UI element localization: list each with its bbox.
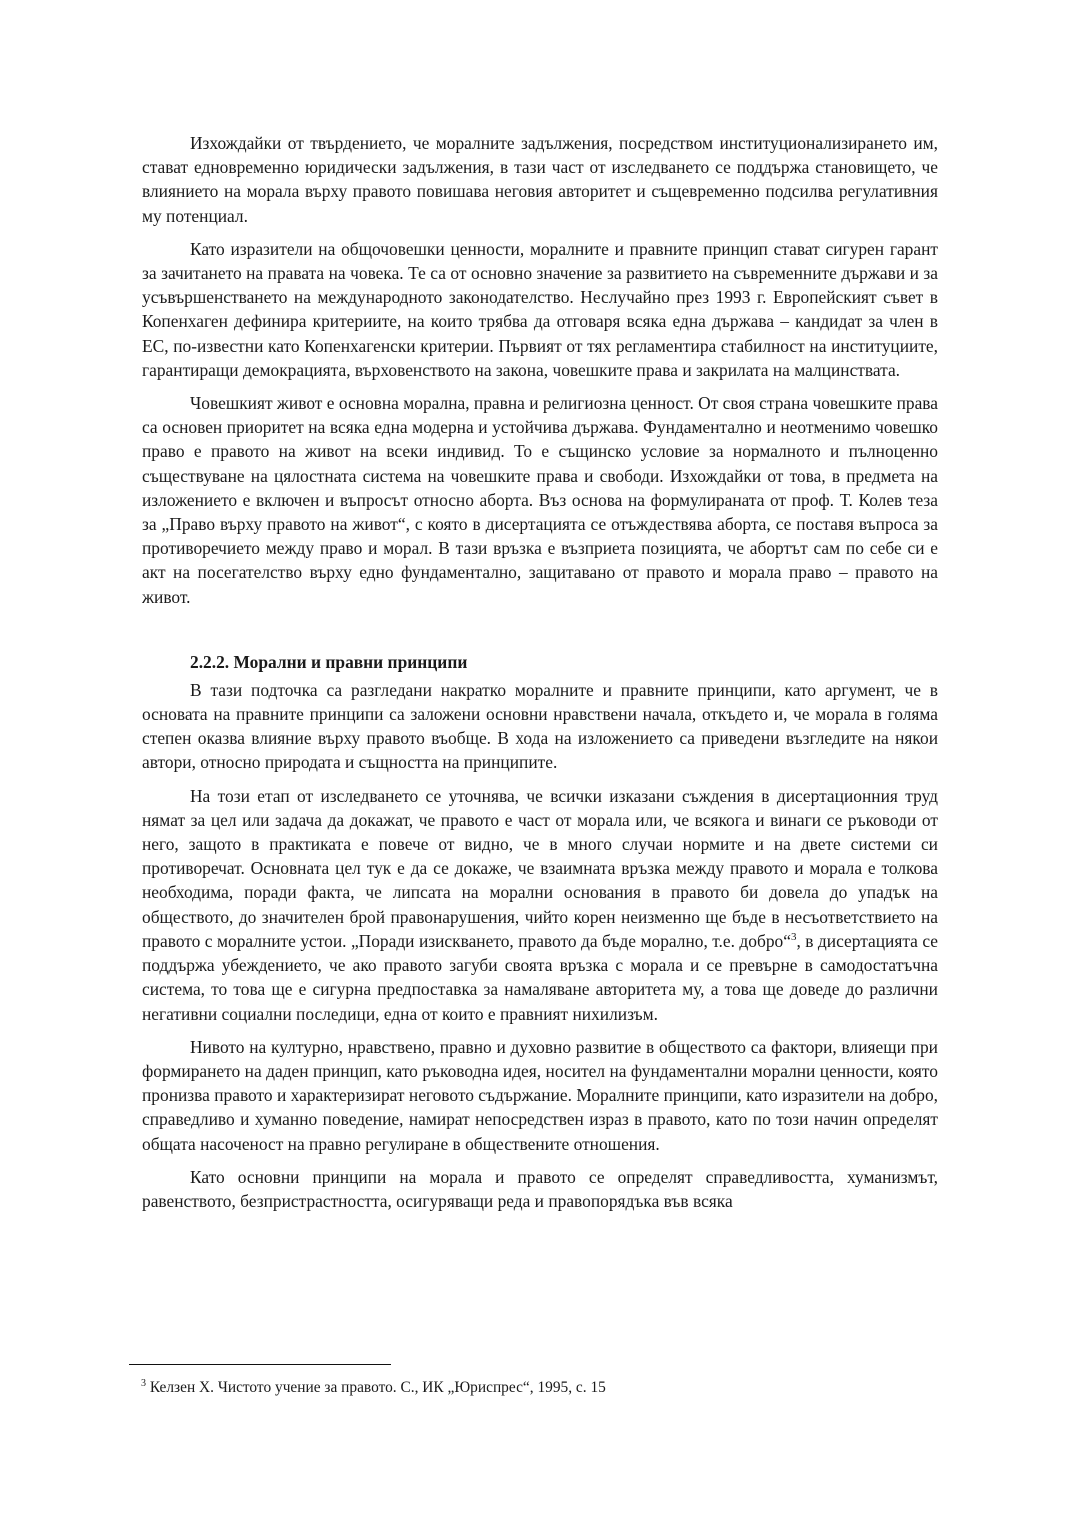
paragraph-core-principles: Като основни принципи на морала и правото се определят справедливостта, хуманизмът, равенството, безпристрастността, осигуряващи реда и правопорядъка във всяка <box>142 1166 938 1211</box>
footnote-text: Келзен Х. Чистото учение за правото. С., ИК „Юриспрес“, 1995, с. 15 <box>146 1379 606 1396</box>
paragraph-text: , в дисертацията се поддържа убеждението, че ако правото загуби своята връзка с морала и се превърне в самодостатъчна система, то това ще е сигурна предпоставка за намаляване авторитета му, а това ще доведе до различни негативни социални последици, една от които е правният нихилизъм. <box>142 930 938 1024</box>
footnote-divider <box>129 1364 391 1365</box>
paragraph-right-to-life: Човешкият живот е основна морална, правна и религиозна ценност. От своя страна човешките права са основен приоритет на всяка една модерна и устойчива държава. Фундаментално и неотменимо човешко право е правото на живот на всеки индивид. То е същинско условие за нормалното и пълноценно съществуване на цялостната система на човешките права и свободи. Изхождайки от това, в предмета на изложението е включен и въпросът относно аборта. Въз основа на формулираната от проф. Т. Колев теза за „Право върху правото на живот“, с която в дисертацията се отъждествява аборта, се поставя въпроса за противоречието между право и морал. В тази връзка е възприета позицията, че абортът сам по себе си е акт на посегателство върху едно фундаментално, защитавано от правото и морала право – правото на живот. <box>142 393 938 607</box>
paragraph-development-level: Нивото на културно, нравствено, правно и духовно развитие в обществото са фактори, влияещи при формирането на даден принцип, като ръководна идея, носител на фундаментални морални ценности, която пронизва правото и характеризират неговото съдържание. Моралните принципи, като изразители на добро, справедливо и хуманно поведение, намират непосредствен израз в правото, като по този начин определят общата насоченост на правно регулиране в обществените отношения. <box>142 1036 938 1154</box>
footnote-reference: 3 <box>790 931 797 944</box>
footnote <box>141 1378 606 1398</box>
footnote-mark: 3 <box>141 1377 146 1389</box>
document-body <box>142 131 938 1222</box>
paragraph-principles-overview: В тази подточка са разгледани накратко моралните и правните принципи, като аргумент, че в основата на правните принципи са заложени основни нравствени начала, откъдето и, че морала в голяма степен оказва влияние върху правото въобще. В хода на изложението са приведени възгледите на някои автори, относно природата и същността на принципите. <box>142 679 938 773</box>
paragraph-research-stage <box>142 784 938 1026</box>
paragraph-human-values: Като изразители на общочовешки ценности, моралните и правните принцип стават сигурен гарант за зачитането на правата на човека. Те са от основно значение за развитието на съвременните държави и за усъвършенстването на международното законодателство. Неслучайно през 1993 г. Европейският съвет в Копенхаген дефинира критериите, на които трябва да отговаря всяка една държава – кандидат за член в ЕС, по-известни като Копенхагенски критерии. Първият от тях регламентира стабилност на институциите, гарантиращи демокрацията, върховенството на закона, човешките права и закрилата на малцинствата. <box>142 238 938 380</box>
paragraph-text: На този етап от изследването се уточнява, че всички изказани съждения в дисертационния труд нямат за цел или задача да докажат, че правото е част от морала или, че всякога и винаги се ръководи от него, защото в практиката е повече от видно, че в много случаи нормите и на двете системи си противоречат. Основната цел тук е да се докаже, че взаимната връзка между правото и морала е толкова необходима, поради факта, че липсата на морални основания в правото би довела до упадък на обществото, до значителен брой правонарушения, чийто корен неизменно ще бъде в несъответствието на правото с моралните устои. „Поради изискването, правото да бъде морално, т.е. добро“ <box>142 785 938 951</box>
paragraph-moral-obligations: Изхождайки от твърдението, че моралните задължения, посредством институционализирането им, стават едновременно юридически задължения, в тази част от изследването се поддържа становището, че влиянието на морала върху правото повишава неговия авторитет и същевременно подсилва регулативния му потенциал. <box>142 133 938 226</box>
section-heading: 2.2.2. Морални и правни принципи <box>190 651 468 672</box>
